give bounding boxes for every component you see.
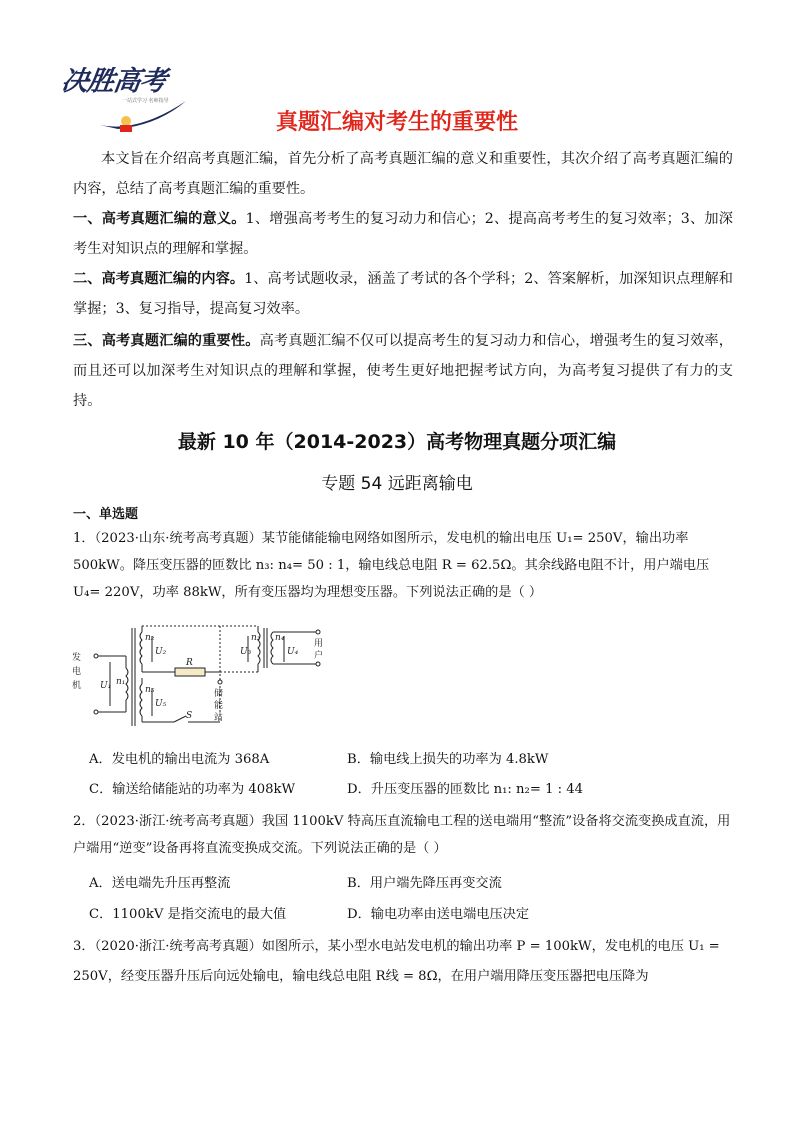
- sub-title: 专题 54 远距离输电: [321, 474, 473, 494]
- label-U3: U₃: [240, 647, 252, 657]
- point-3-head: 三、高考真题汇编的重要性。: [73, 333, 260, 349]
- logo-sub: 一站式学习 名师指导: [122, 98, 169, 104]
- q2-option-c: C．1100kV 是指交流电的最大值: [89, 907, 287, 922]
- diagram-storage-label-2: 能: [214, 701, 224, 711]
- point-2: [73, 264, 733, 324]
- main-title: 真题汇编对考生的重要性: [275, 110, 518, 135]
- diagram-left-label-1: 发: [72, 653, 82, 663]
- q2-option-d: D．输电功率由送电端电压决定: [347, 907, 530, 922]
- question-1-text: 1．（2023·山东·统考高考真题）某节能储能输电网络如图所示，发电机的输出电压 U₁= 250V，输出功率500kW。降压变压器的匝数比 n₃: n₄= 50 : 1，输电线总电阻 R = 62.5Ω。其余线路电阻不计，用户端电压 U₄= 220V，功率 88kW，所有变压器均为理想变压器。下列说法正确的是（ ）: [73, 531, 710, 600]
- label-U4: U₄: [287, 647, 299, 657]
- q1-option-c: C．输送给储能站的功率为 408kW: [89, 782, 296, 797]
- q2-option-a: A．送电端先升压再整流: [89, 876, 231, 891]
- diagram-user-label-2: 户: [314, 651, 324, 661]
- circuit-diagram: [70, 618, 340, 738]
- label-U5: U₅: [155, 699, 167, 709]
- diagram-left-label-2: 电: [72, 667, 82, 677]
- point-1-body: 1、增强高考考生的复习动力和信心；2、提高高考考生的复习效率；3、加深考生对知识点的理解和掌握。: [73, 211, 733, 257]
- q1-option-b: B．输电线上损失的功率为 4.8kW: [347, 752, 549, 767]
- point-1: [73, 204, 733, 264]
- label-n5: n₅: [145, 685, 155, 695]
- q2-option-b: B．用户端先降压再变交流: [347, 876, 502, 891]
- q1-option-d: D．升压变压器的匝数比 n₁: n₂= 1 : 44: [347, 782, 584, 797]
- label-U1: U₁: [100, 681, 112, 691]
- diagram-user-label-1: 用: [314, 639, 324, 649]
- q1-option-a: A．发电机的输出电流为 368A: [89, 752, 270, 767]
- point-2-head: 二、高考真题汇编的内容。: [73, 271, 245, 287]
- label-n2: n₂: [145, 633, 155, 643]
- point-3-body: 高考真题汇编不仅可以提高考生的复习动力和信心，增强考生的复习效率，而且还可以加深考生对知识点的理解和掌握，使考生更好地把握考试方向，为高考复习提供了有力的支持。: [73, 333, 733, 409]
- question-2-text: 2．（2023·浙江·统考高考真题）我国 1100kV 特高压直流输电工程的送电端用“整流”设备将交流变换成直流，用户端用“逆变”设备再将直流变换成交流。下列说法正确的是（ ）: [73, 814, 731, 856]
- diagram-storage-label-1: 储: [214, 689, 224, 699]
- label-R: R: [186, 658, 193, 668]
- diagram-left-label-3: 机: [72, 681, 82, 691]
- question-type: 一、单选题: [73, 507, 139, 522]
- label-n3: n₃: [251, 633, 261, 643]
- label-n4: n₄: [275, 633, 285, 643]
- section-title: 最新 10 年（2014-2023）高考物理真题分项汇编: [177, 431, 617, 453]
- label-n1: n₁: [116, 677, 126, 687]
- point-2-body: 1、高考试题收录，涵盖了考试的各个学科；2、答案解析，加深知识点理解和掌握；3、复习指导，提高复习效率。: [73, 271, 733, 317]
- point-1-head: 一、高考真题汇编的意义。: [73, 211, 246, 227]
- label-S: S: [186, 711, 193, 721]
- question-3-text: 3．（2020·浙江·统考高考真题）如图所示，某小型水电站发电机的输出功率 P = 100kW，发电机的电压 U₁ = 250V，经变压器升压后向远处输电，输电线总电阻 R线 = 8Ω，在用户端用降压变压器把电压降为: [73, 939, 720, 984]
- diagram-storage-label-3: 站: [214, 713, 224, 723]
- intro-paragraph: 本文旨在介绍高考真题汇编，首先分析了高考真题汇编的意义和重要性，其次介绍了高考真题汇编的内容，总结了高考真题汇编的重要性。: [73, 151, 733, 197]
- logo-text: 决胜高考: [59, 66, 168, 97]
- point-3: [73, 326, 733, 416]
- label-U2: U₂: [155, 647, 167, 657]
